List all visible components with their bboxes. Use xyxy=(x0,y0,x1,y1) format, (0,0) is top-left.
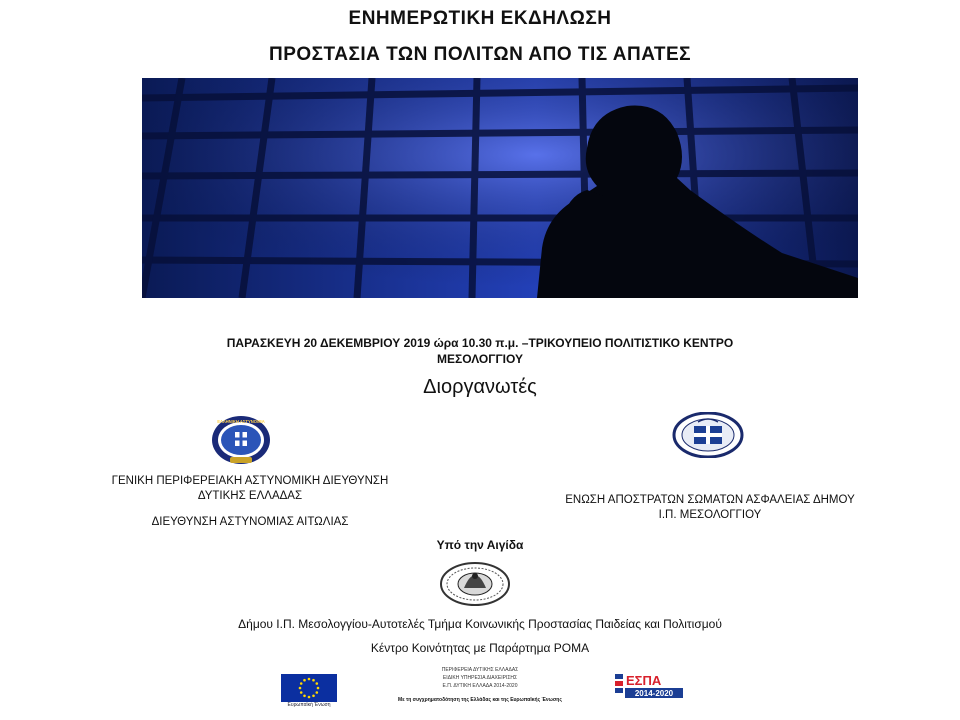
union-name xyxy=(495,493,925,523)
municipality-seal-icon xyxy=(440,562,510,606)
union-name-line-1: ΕΝΩΣΗ ΑΠΟΣΤΡΑΤΩΝ ΣΩΜΑΤΩΝ ΑΣΦΑΛΕΙΑΣ ΔΗΜΟΥ xyxy=(565,494,855,506)
police-directorate-line-2: ΔΥΤΙΚΗΣ ΕΛΛΑΔΑΣ xyxy=(197,490,303,502)
event-date-venue xyxy=(150,335,810,367)
retired-security-corps-union-emblem-icon xyxy=(672,412,744,458)
event-date-venue-line-1: ΠΑΡΑΣΚΕΥΗ 20 ΔΕΚΕΜΒΡΙΟΥ 2019 ώρα 10.30 π.μ. –ΤΡΙΚΟΥΠΕΙΟ ΠΟΛΙΤΙΣΤΙΚΟ ΚΕΝΤΡΟ xyxy=(226,336,734,350)
region-line-1: ΠΕΡΙΦΕΡΕΙΑ ΔΥΤΙΚΗΣ ΕΛΛΑΔΑΣ xyxy=(441,667,519,673)
espa-years: 2014-2020 xyxy=(634,689,674,698)
organizers-heading: Διοργανωτές xyxy=(423,376,537,398)
region-management-text xyxy=(405,666,555,690)
event-date-venue-line-2: ΜΕΣΟΛΟΓΓΙΟΥ xyxy=(437,352,523,366)
region-line-3: Ε.Π. ΔΥΤΙΚΗ ΕΛΛΑΔΑ 2014-2020 xyxy=(442,683,518,689)
aitolia-police-directorate: ΔΙΕΥΘΥΝΣΗ ΑΣΤΥΝΟΜΙΑΣ ΑΙΤΩΛΙΑΣ xyxy=(151,516,349,528)
police-directorate-line-1: ΓΕΝΙΚΗ ΠΕΡΙΦΕΡΕΙΑΚΗ ΑΣΤΥΝΟΜΙΚΗ ΔΙΕΥΘΥΝΣΗ xyxy=(111,475,389,487)
hero-image xyxy=(142,78,858,298)
auspices-heading: Υπό την Αιγίδα xyxy=(436,538,524,552)
community-center: Κέντρο Κοινότητας με Παράρτημα ΡΟΜΑ xyxy=(370,641,590,655)
union-name-line-2: Ι.Π. ΜΕΣΟΛΟΓΓΙΟΥ xyxy=(658,509,762,521)
silhouette-on-phone-photo xyxy=(142,78,858,298)
espa-name: ΕΣΠΑ xyxy=(626,673,662,688)
region-line-2: ΕΙΔΙΚΗ ΥΠΗΡΕΣΙΑ ΔΙΑΧΕΙΡΙΣΗΣ xyxy=(442,675,518,681)
espa-logo-icon xyxy=(615,672,687,702)
eu-caption: Ευρωπαϊκή Ένωση xyxy=(287,702,331,708)
eu-flag-icon xyxy=(281,674,337,702)
event-title-line-1: ΕΝΗΜΕΡΩΤΙΚΗ ΕΚΔΗΛΩΣΗ xyxy=(348,8,612,29)
municipality-department: Δήμου Ι.Π. Μεσολογγίου-Αυτοτελές Τμήμα Κοινωνικής Προστασίας Παιδείας και Πολιτισμού xyxy=(238,617,722,631)
police-logo-text: ΕΛΛΗΝΙΚΗ ΑΣΤΥΝΟΜΙΑ xyxy=(217,419,265,424)
police-directorate-name xyxy=(45,474,455,504)
cofunding-statement: Με τη συγχρηματοδότηση της Ελλάδας και της Ευρωπαϊκής Ένωσης xyxy=(398,697,562,703)
hellenic-police-emblem-icon xyxy=(210,414,272,466)
event-title-line-2: ΠΡΟΣΤΑΣΙΑ ΤΩΝ ΠΟΛΙΤΩΝ ΑΠΟ ΤΙΣ ΑΠΑΤΕΣ xyxy=(268,44,692,65)
